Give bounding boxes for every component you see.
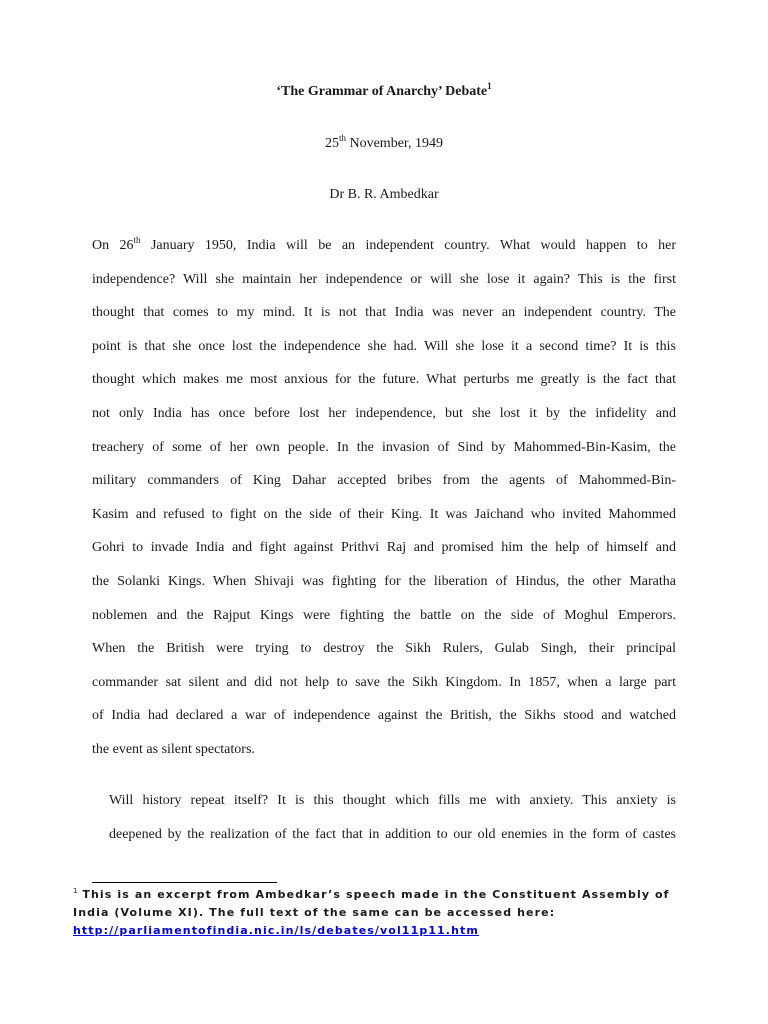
paragraph-line: independence? Will she maintain her independence or will she lose it again? This is the first bbox=[92, 271, 676, 287]
paragraph-line: military commanders of King Dahar accepted bribes from the agents of Mahommed-Bin- bbox=[92, 473, 676, 489]
footnote-separator bbox=[92, 882, 277, 883]
document-date bbox=[0, 133, 768, 152]
paragraph-line bbox=[92, 229, 676, 263]
date-rest: November, 1949 bbox=[345, 136, 444, 151]
line-text: January 1950, India will be an independent country. What would happen to her bbox=[140, 238, 676, 253]
paragraph-line: the event as silent spectators. bbox=[92, 741, 255, 757]
paragraph-line: thought which makes me most anxious for the future. What perturbs me greatly is the fact that bbox=[92, 372, 676, 388]
paragraph-line: thought that comes to my mind. It is not that India was never an independent country. The bbox=[92, 305, 676, 321]
document-title bbox=[0, 81, 768, 100]
paragraph-line: point is that she once lost the independence she had. Will she lose it a second time? It is this bbox=[92, 338, 676, 354]
body-paragraph-2 bbox=[92, 784, 676, 851]
paragraph-line: When the British were trying to destroy the Sikh Rulers, Gulab Singh, their principal bbox=[92, 641, 676, 657]
title-text: ‘The Grammar of Anarchy’ Debate bbox=[276, 84, 488, 99]
footnote-line-1 bbox=[73, 886, 673, 904]
paragraph-line: noblemen and the Rajput Kings were fighting the battle on the side of Moghul Emperors. bbox=[92, 607, 676, 623]
date-suffix: th bbox=[338, 133, 346, 143]
footnote-marker: 1 bbox=[73, 887, 78, 895]
paragraph-line: Will history repeat itself? It is this thought which fills me with anxiety. This anxiety is bbox=[109, 793, 676, 808]
ordinal-suffix: th bbox=[133, 235, 141, 245]
footnote bbox=[73, 886, 673, 940]
paragraph-line: treachery of some of her own people. In the invasion of Sind by Mahommed-Bin-Kasim, the bbox=[92, 439, 676, 455]
paragraph-line: Kasim and refused to fight on the side of their King. It was Jaichand who invited Mahommed bbox=[92, 506, 676, 522]
paragraph-line: Gohri to invade India and fight against Prithvi Raj and promised him the help of himself and bbox=[92, 540, 676, 556]
title-footnote-ref: 1 bbox=[487, 81, 492, 91]
paragraph-line: the Solanki Kings. When Shivaji was fighting for the liberation of Hindus, the other Maratha bbox=[92, 573, 676, 589]
footnote-text: This is an excerpt from Ambedkar’s speech made in the Constituent Assembly of bbox=[77, 888, 670, 901]
line-text: On 26 bbox=[92, 238, 134, 253]
footnote-line-2: India (Volume XI). The full text of the same can be accessed here: bbox=[73, 906, 556, 919]
paragraph-line: of India had declared a war of independence against the British, the Sikhs stood and watched bbox=[92, 708, 676, 724]
paragraph-line: deepened by the realization of the fact that in addition to our old enemies in the form of castes bbox=[109, 826, 676, 842]
footnote-link[interactable]: http://parliamentofindia.nic.in/ls/debates/vol11p11.htm bbox=[73, 924, 479, 937]
paragraph-line: commander sat silent and did not help to save the Sikh Kingdom. In 1857, when a large part bbox=[92, 674, 676, 690]
date-day: 25 bbox=[324, 136, 339, 151]
document-author: Dr B. R. Ambedkar bbox=[329, 187, 439, 202]
body-paragraph-1 bbox=[92, 229, 676, 767]
paragraph-line: not only India has once before lost her independence, but she lost it by the infidelity and bbox=[92, 405, 676, 421]
